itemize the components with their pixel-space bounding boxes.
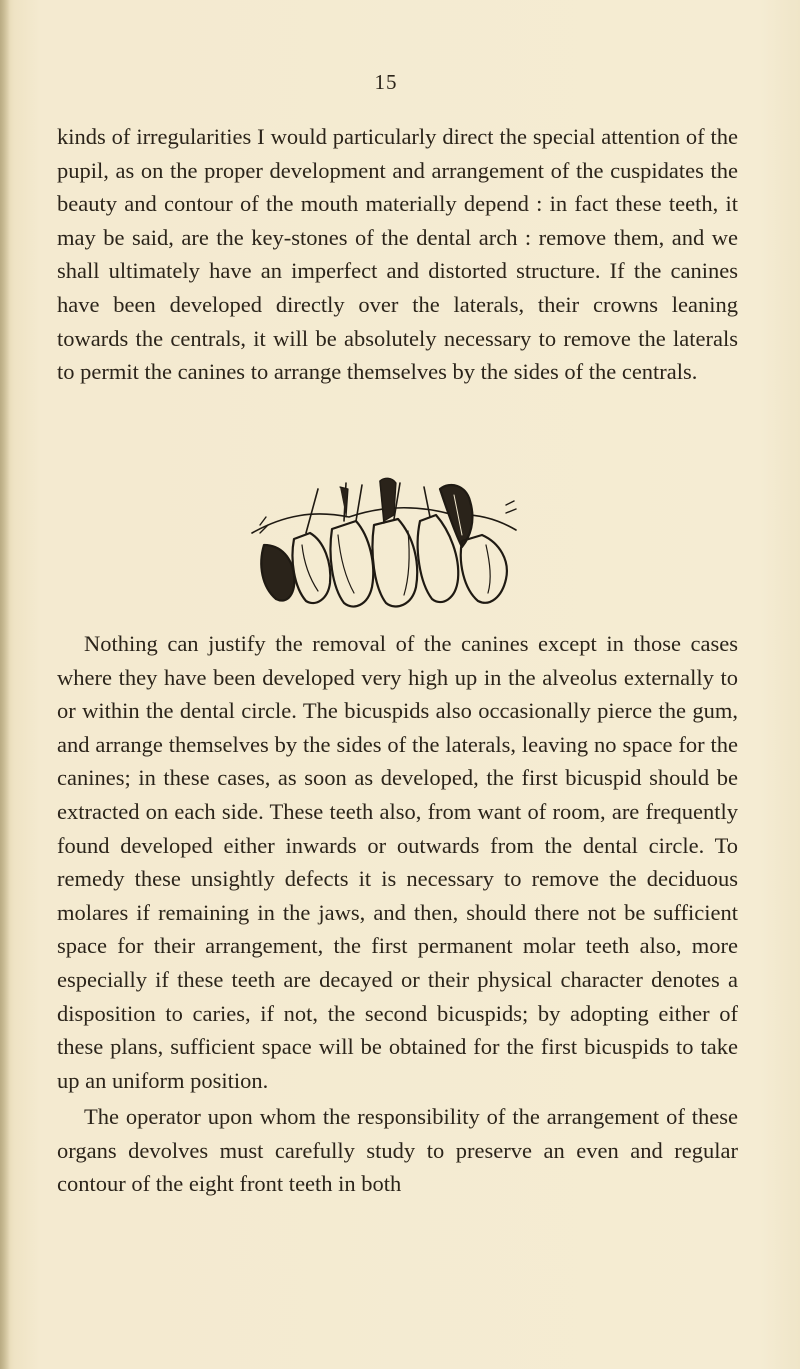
right-central — [373, 519, 418, 606]
left-canine — [261, 545, 294, 601]
paragraph-1 — [57, 120, 738, 389]
paragraph-2 — [57, 627, 738, 1097]
paragraph-1-text: kinds of irregularities I would particularly direct the special attention of the pupil, as on the proper development and arrangement of the cuspidates the beauty and contour of the mouth materially depend : in fact these teeth, it may be said, are the key-stones of the dental arch : remove them, and we shall ultimately have an imperfect and distorted structure. If the canines have been developed directly over the laterals, their crowns leaning towards the centrals, it will be absolutely necessary to remove the laterals to permit the canines to arrange themselves by the sides of the centrals. — [57, 124, 738, 385]
spine-shadow — [0, 0, 10, 1369]
paragraph-3 — [57, 1100, 738, 1201]
right-canine — [440, 485, 472, 547]
teeth-engraving — [244, 475, 524, 615]
roots — [306, 481, 430, 533]
page-number: 15 — [374, 70, 398, 94]
paragraph-2-text: Nothing can justify the removal of the canines except in those cases where they have been developed very high up in the alveolus externally to or within the dental circle. The bicuspids also occasionally pierce the gum, and arrange themselves by the sides of the laterals, leaving no space for the canines; in these cases, as soon as developed, the first bicuspid should be extracted on each side. These teeth also, from want of room, are frequently found developed either inwards or outwards from the dental circle. To remedy these unsightly defects it is necessary to remove the deciduous molares if remaining in the jaws, and then, should there not be sufficient space for their arrangement, the first permanent molar teeth also, more especially if these teeth are decayed or their physical character denotes a disposition to caries, if not, the second bicuspids; by adopting either of these plans, sufficient space will be obtained for the first bicuspids to take up an uniform position. — [57, 631, 738, 1093]
left-lateral — [293, 533, 331, 603]
teeth-illustration — [244, 475, 524, 615]
right-lateral — [418, 515, 459, 602]
left-central — [331, 521, 374, 606]
right-bicuspid — [461, 535, 507, 603]
paragraph-3-text: The operator upon whom the responsibility of the arrangement of these organs devolves must carefully study to preserve an even and regular contour of the eight front teeth in both — [57, 1104, 738, 1197]
